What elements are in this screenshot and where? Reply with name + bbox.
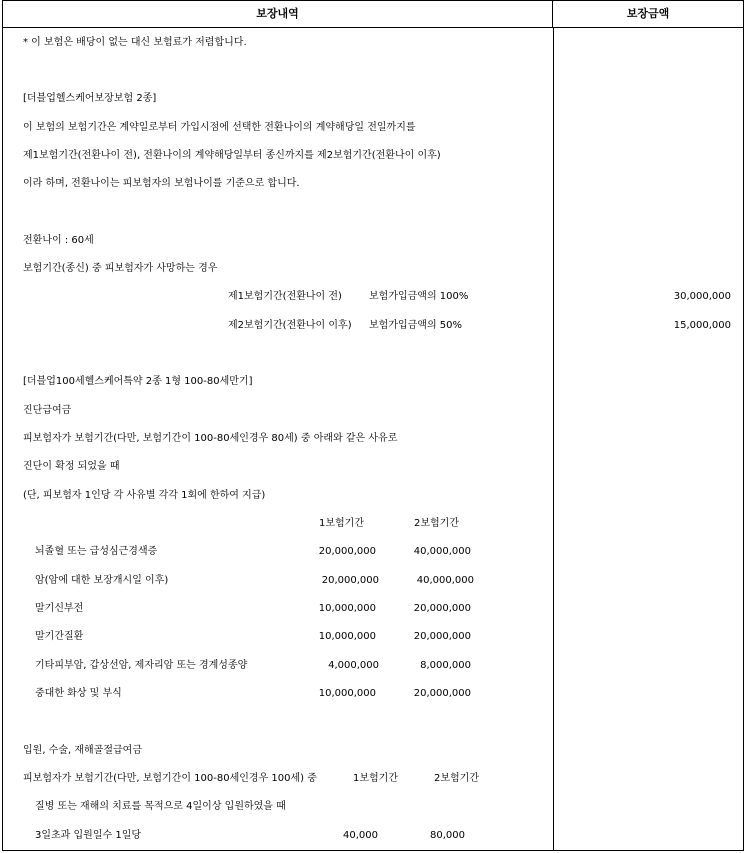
diag-row-p1: 10,000,000 [318, 631, 376, 642]
diag-row-name: 말기간질환 [35, 631, 84, 642]
hospital-text-1: 피보험자가 보험기간(다만, 보험기간이 100-80세인경우 100세) 중 [23, 773, 317, 784]
note-dividend: * 이 보험은 배당이 없는 대신 보험료가 저렴합니다. [23, 37, 247, 48]
section1-text-3: 이라 하며, 전환나이는 피보험자의 보험나이를 기준으로 합니다. [23, 178, 300, 189]
diag-row-p1: 20,000,000 [318, 546, 376, 557]
hospital-col-period1: 1보험기간 [353, 773, 399, 784]
period1-amount: 30,000,000 [673, 291, 731, 302]
diag-row-p2: 40,000,000 [416, 575, 474, 586]
section1-title: [더블업헬스케어보장보험 2종] [23, 93, 157, 104]
section2-title: [더블업100세헬스케어특약 2종 1형 100-80세만기] [23, 376, 253, 387]
diag-col-period1: 1보험기간 [319, 518, 365, 529]
hospital-row-p1: 40,000 [343, 830, 378, 841]
diag-row-p2: 40,000,000 [413, 546, 471, 557]
diag-row-name: 암(암에 대한 보장개시일 이후) [35, 575, 169, 586]
diag-row-p2: 20,000,000 [413, 688, 471, 699]
diag-col-period2: 2보험기간 [414, 518, 460, 529]
header-coverage-amount: 보장금액 [553, 1, 743, 28]
section2-subtitle: 진단급여금 [23, 405, 72, 416]
hospital-row-p2: 80,000 [430, 830, 465, 841]
diag-row-p1: 20,000,000 [321, 575, 379, 586]
period1-rate: 보험가입금액의 100% [369, 291, 469, 302]
section1-text-1: 이 보험의 보험기간은 계약일로부터 가입시점에 선택한 전환나이의 계약해당일 전일까지를 [23, 122, 416, 133]
period2-amount: 15,000,000 [673, 320, 731, 331]
section2-text-2: 진단이 확정 되었을 때 [23, 461, 120, 472]
coverage-table [2, 0, 744, 851]
section2-text-1: 피보험자가 보험기간(다만, 보험기간이 100-80세인경우 80세) 중 아래와 같은 사유로 [23, 433, 398, 444]
death-case: 보험기간(종신) 중 피보험자가 사망하는 경우 [23, 263, 218, 274]
diag-row-p1: 4,000,000 [328, 660, 379, 671]
diag-row-p1: 10,000,000 [318, 688, 376, 699]
diag-row-name: 뇌졸혈 또는 급성심근경색증 [35, 546, 158, 557]
diag-row-p2: 20,000,000 [413, 631, 471, 642]
diag-row-p2: 8,000,000 [420, 660, 471, 671]
diag-row-p2: 20,000,000 [413, 603, 471, 614]
period2-rate: 보험가입금액의 50% [369, 320, 463, 331]
section2-text-3: (단, 피보험자 1인당 각 사유별 각각 1회에 한하여 지급) [23, 490, 266, 501]
diag-row-name: 중대한 화상 및 부식 [35, 688, 122, 699]
column-divider [553, 28, 554, 850]
period2-label: 제2보험기간(전환나이 이후) [228, 320, 352, 331]
diag-row-name: 기타피부암, 갑상선암, 제자리암 또는 경계성종양 [35, 660, 248, 671]
header-coverage-details: 보장내역 [3, 1, 553, 28]
hospital-col-period2: 2보험기간 [434, 773, 480, 784]
diag-row-name: 말기신부전 [35, 603, 84, 614]
diag-row-p1: 10,000,000 [318, 603, 376, 614]
conversion-age: 전환나이 : 60세 [23, 235, 94, 246]
period1-label: 제1보험기간(전환나이 전) [228, 291, 342, 302]
hospital-title: 입원, 수술, 재해골절급여금 [23, 745, 142, 756]
section1-text-2: 제1보험기간(전환나이 전), 전환나이의 계약해당일부터 종신까지를 제2보험기간(전환나이 이후) [23, 150, 441, 161]
hospital-row-name: 3일초과 입원일수 1일당 [35, 830, 142, 841]
hospital-text-2: 질병 또는 재해의 치료를 목적으로 4일이상 입원하였을 때 [35, 801, 286, 812]
